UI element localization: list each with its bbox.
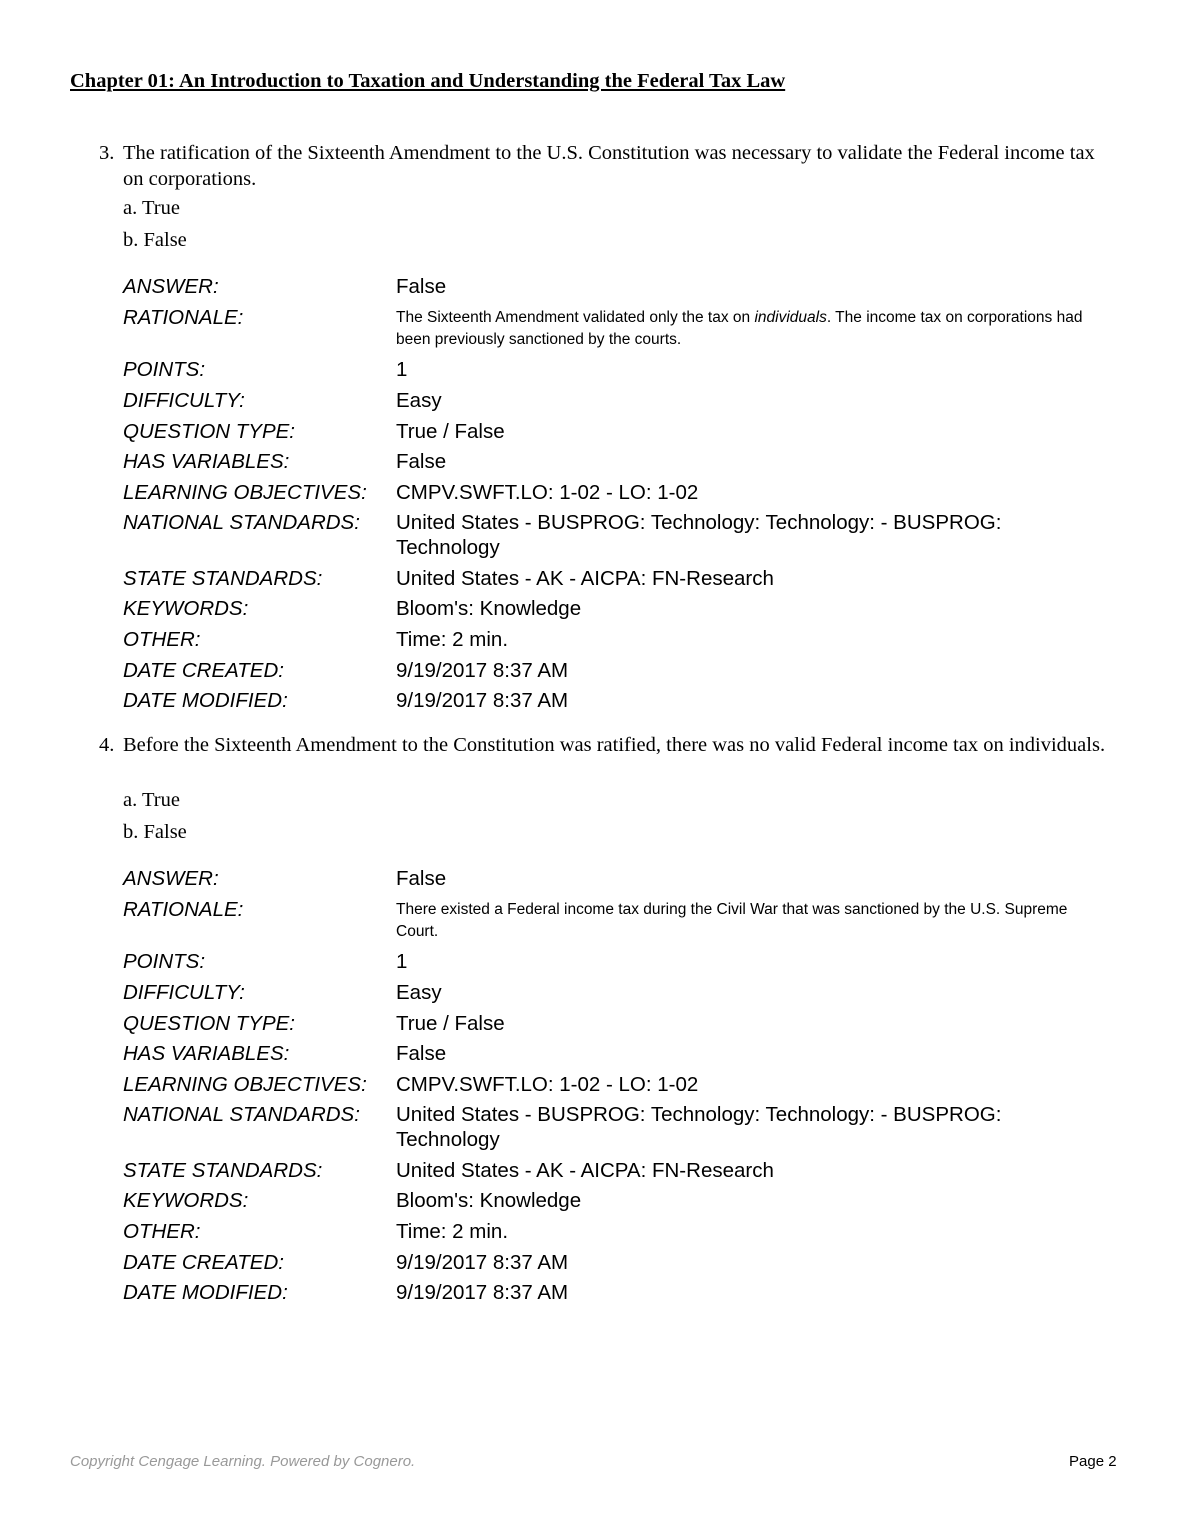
difficulty-value: Easy	[396, 389, 442, 412]
national-standards-value: United States - BUSPROG: Technology: Technology: - BUSPROG: Technology	[396, 511, 1002, 559]
rationale-emphasis: individuals	[754, 309, 827, 326]
points-label: POINTS:	[123, 358, 206, 381]
question-type-label: QUESTION TYPE:	[123, 420, 295, 443]
date-created-value: 9/19/2017 8:37 AM	[396, 1251, 569, 1274]
date-modified-label: DATE MODIFIED:	[123, 689, 288, 712]
has-variables-label: HAS VARIABLES:	[123, 450, 290, 473]
date-created-value: 9/19/2017 8:37 AM	[396, 659, 569, 682]
question-text	[99, 140, 1113, 192]
answer-label: ANSWER:	[123, 867, 219, 890]
other-value: Time: 2 min.	[396, 1220, 509, 1243]
question-number: 4.	[99, 734, 115, 756]
date-modified-label: DATE MODIFIED:	[123, 1281, 288, 1304]
state-standards-label: STATE STANDARDS:	[123, 1159, 323, 1182]
keywords-value: Bloom's: Knowledge	[396, 1189, 582, 1212]
state-standards-label: STATE STANDARDS:	[123, 567, 323, 590]
question-type-label: QUESTION TYPE:	[123, 1012, 295, 1035]
other-label: OTHER:	[123, 1220, 201, 1243]
rationale-label: RATIONALE:	[123, 306, 244, 329]
keywords-value: Bloom's: Knowledge	[396, 597, 582, 620]
question-text	[99, 732, 1113, 758]
choice-b: b. False	[123, 229, 187, 251]
rationale-text: There existed a Federal income tax during the Civil War that was sanctioned by the U.S. Supreme Court.	[396, 901, 1068, 940]
learning-objectives-label: LEARNING OBJECTIVES:	[123, 481, 367, 504]
page-number: Page 2	[1069, 1453, 1117, 1470]
points-value: 1	[396, 358, 408, 381]
question-stem: The ratification of the Sixteenth Amendment to the U.S. Constitution was necessary to validate the Federal income tax on corporations.	[123, 142, 1095, 190]
points-value: 1	[396, 950, 408, 973]
points-label: POINTS:	[123, 950, 206, 973]
difficulty-value: Easy	[396, 981, 442, 1004]
keywords-label: KEYWORDS:	[123, 597, 249, 620]
question-stem: Before the Sixteenth Amendment to the Constitution was ratified, there was no valid Federal income tax on individuals.	[123, 734, 1106, 756]
national-standards-value: United States - BUSPROG: Technology: Technology: - BUSPROG: Technology	[396, 1103, 1002, 1151]
answer-label: ANSWER:	[123, 275, 219, 298]
date-modified-value: 9/19/2017 8:37 AM	[396, 689, 569, 712]
has-variables-value: False	[396, 450, 447, 473]
rationale-value	[396, 307, 1096, 351]
learning-objectives-value: CMPV.SWFT.LO: 1-02 - LO: 1-02	[396, 481, 699, 504]
has-variables-label: HAS VARIABLES:	[123, 1042, 290, 1065]
choice-b: b. False	[123, 821, 187, 843]
date-created-label: DATE CREATED:	[123, 1251, 284, 1274]
rationale-label: RATIONALE:	[123, 898, 244, 921]
choice-a: a. True	[123, 197, 180, 219]
date-modified-value: 9/19/2017 8:37 AM	[396, 1281, 569, 1304]
date-created-label: DATE CREATED:	[123, 659, 284, 682]
question-type-value: True / False	[396, 1012, 505, 1035]
other-label: OTHER:	[123, 628, 201, 651]
rationale-text: The Sixteenth Amendment validated only the tax on	[396, 309, 755, 326]
keywords-label: KEYWORDS:	[123, 1189, 249, 1212]
national-standards-label: NATIONAL STANDARDS:	[123, 1103, 360, 1126]
copyright-footer: Copyright Cengage Learning. Powered by Cognero.	[70, 1453, 416, 1470]
choice-a: a. True	[123, 789, 180, 811]
difficulty-label: DIFFICULTY:	[123, 981, 245, 1004]
question-type-value: True / False	[396, 420, 505, 443]
state-standards-value: United States - AK - AICPA: FN-Research	[396, 1159, 774, 1182]
answer-value: False	[396, 275, 447, 298]
difficulty-label: DIFFICULTY:	[123, 389, 245, 412]
answer-value: False	[396, 867, 447, 890]
learning-objectives-label: LEARNING OBJECTIVES:	[123, 1073, 367, 1096]
rationale-value	[396, 899, 1096, 943]
national-standards-label: NATIONAL STANDARDS:	[123, 511, 360, 534]
question-number: 3.	[99, 142, 115, 164]
state-standards-value: United States - AK - AICPA: FN-Research	[396, 567, 774, 590]
other-value: Time: 2 min.	[396, 628, 509, 651]
chapter-title: Chapter 01: An Introduction to Taxation and Understanding the Federal Tax Law	[70, 70, 786, 92]
learning-objectives-value: CMPV.SWFT.LO: 1-02 - LO: 1-02	[396, 1073, 699, 1096]
has-variables-value: False	[396, 1042, 447, 1065]
rationale-text-end: . The income tax on corporations had been previously sanctioned by the courts.	[396, 309, 1083, 348]
